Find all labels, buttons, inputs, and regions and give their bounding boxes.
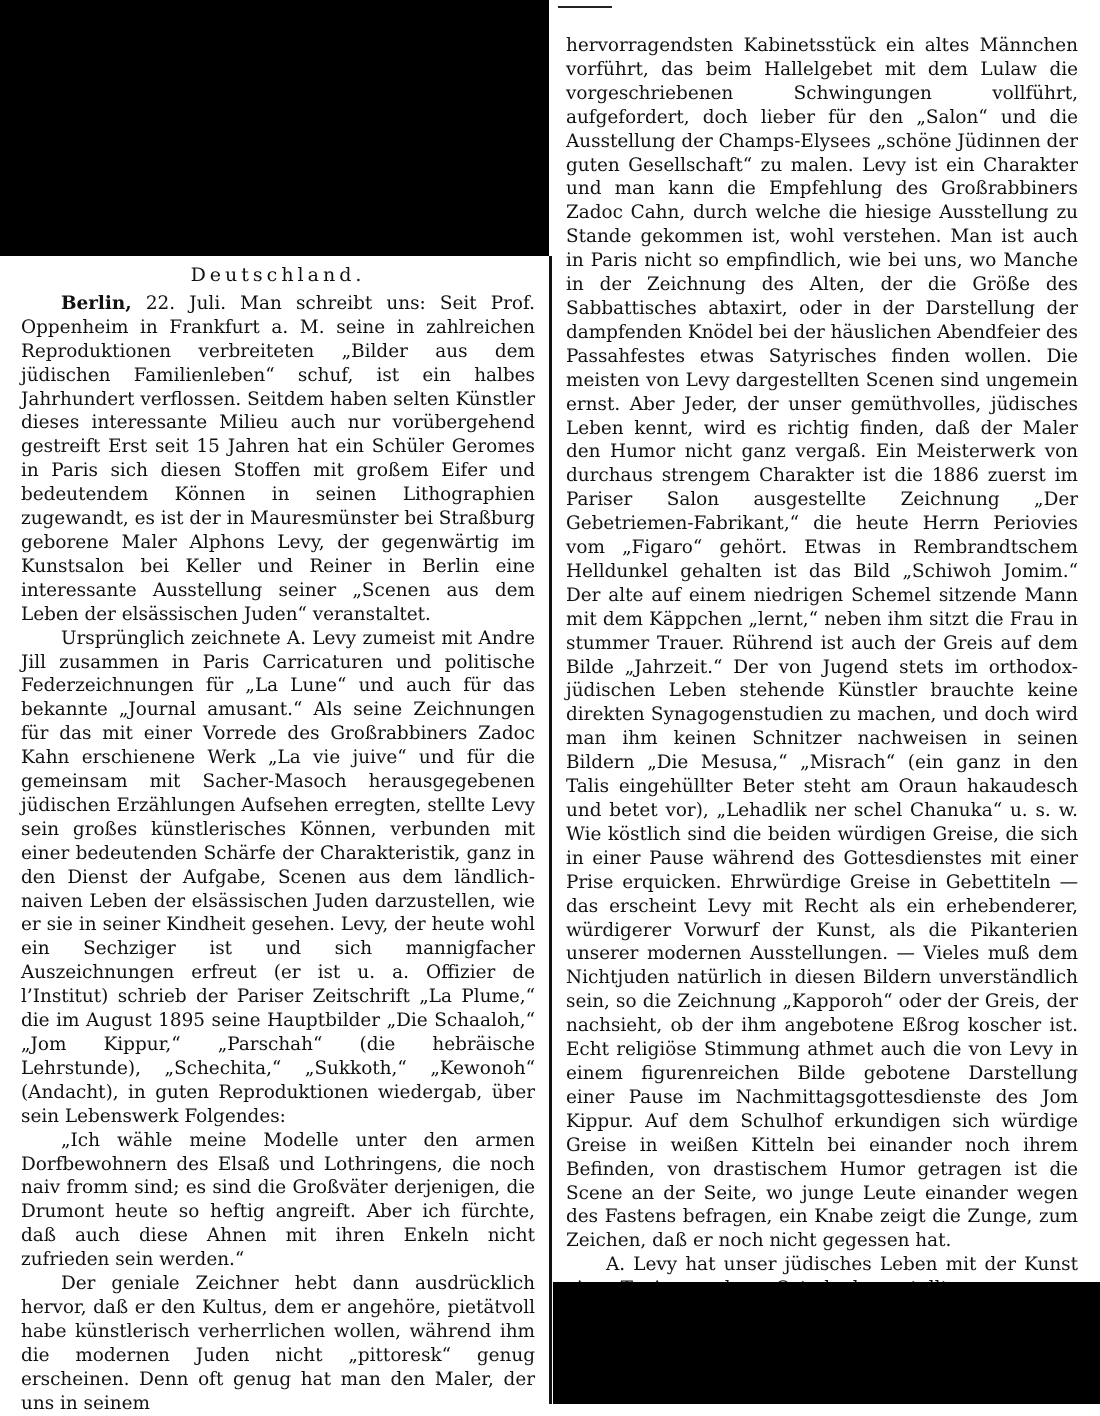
right-column xyxy=(566,34,1078,1301)
dateline-place: Berlin, xyxy=(61,292,132,314)
dateline-date: 22. Juli. xyxy=(131,292,227,314)
redaction-block-bottom-right xyxy=(553,1282,1100,1404)
paragraph-2: Ursprünglich zeichnete A. Levy zumeist mit Andre Jill zusammen in Paris Carricaturen und politische Federzeichnungen für „La Lune“ und auch für das bekannte „Journal amusant.“ Als seine Zeichnungen für das mit einer Vorrede des Großrabbiners Zadoc Kahn erschienene Werk „La vie juive“ und für die gemeinsam mit Sacher-Masoch herausgegebenen jüdischen Erzählungen Aufsehen erregten, stellte Levy sein großes künstlerisches Können, verbunden mit einer bedeutenden Schärfe der Charakteristik, ganz in den Dienst der Aufgabe, Scenen aus dem ländlich-naiven Leben der elsässischen Juden darzustellen, wie er sie in seiner Kindheit gesehen. Levy, der heute wohl ein Sechziger ist und sich mannigfacher Auszeichnungen erfreut (er ist u. a. Offizier de l’Institut) schrieb der Pariser Zeitschrift „La Plume,“ die im August 1895 seine Hauptbilder „Die Schaaloh,“ „Jom Kippur,“ „Parschah“ (die hebräische Lehrstunde), „Schechita,“ „Sukkoth,“ „Kewonoh“ (Andacht), in guten Reproduktionen wiedergab, über sein Lebenswerk Folgendes: xyxy=(21,627,535,1127)
paragraph-1-text: Man schreibt uns: Seit Prof. Oppenheim in Frankfurt a. M. seine in zahlreichen Reproduktionen verbreiteten „Bilder aus dem jüdischen Familienleben“ schuf, ist ein halbes Jahrhundert verflossen. Seitdem haben selten Künstler dieses interessante Milieu auch nur vorübergehend gestreift Erst seit 15 Jahren hat ein Schüler Geromes in Paris sich diesen Stoffen mit großem Eifer und bedeutendem Können in seinen Lithographien zugewandt, es ist der in Mauresmünster bei Straßburg geborene Maler Alphons Levy, der gegenwärtig im Kunstsalon bei Keller und Reiner in Berlin eine interessante Ausstellung seiner „Scenen aus dem Leben der elsässischen Juden“ veranstaltet. xyxy=(21,292,536,625)
paragraph-1 xyxy=(21,292,535,627)
paragraph-4: Der geniale Zeichner hebt dann ausdrücklich hervor, daß er den Kultus, dem er angehöre, pietätvoll habe künstlerisch verherrlichen wollen, während ihm die modernen Juden nicht „pittoresk“ genug erscheinen. Denn oft genug hat man den Maler, der uns in seinem xyxy=(21,1273,535,1414)
column-divider xyxy=(549,256,552,1404)
section-heading: Deutschland. xyxy=(190,264,366,286)
paragraph-3-quote: „Ich wähle meine Modelle unter den armen Dorfbewohnern des Elsaß und Lothringens, die noch naiv fromm sind; es sind die Großväter derjenigen, die Drumont heute so heftig angreift. Aber ich fürchte, daß auch diese Ahnen mit ihren Enkeln nicht zufrieden sein werden.“ xyxy=(21,1129,535,1271)
paragraph-closing: A. Levy hat unser jüdisches Leben mit der Kunst xyxy=(606,1254,1078,1276)
redaction-block-top-left xyxy=(0,0,549,256)
paragraph-continued: hervorragendsten Kabinetsstück ein altes Männchen vorführt, das beim Hallelgebet mit dem Lulaw die vorgeschriebenen Schwingungen vollführt, aufgefordert, doch lieber für den „Salon“ und die Ausstellung der Champs-Elysees „schöne Jüdinnen der guten Gesellschaft“ zu malen. Levy ist ein Charakter und man kann die Empfehlung des Großrabbiners Zadoc Cahn, durch welche die hiesige Ausstellung zu Stande gekommen ist, wohl verstehen. Man ist auch in Paris nicht so empfindlich, wie bei uns, wo Manche in der Zeichnung des Alten, der die Größe des Sabbattisches abtaxirt, oder in der Darstellung der dampfenden Knödel bei der häuslichen Abendfeier des Passahfestes etwas Satyrisches finden wollen. Die meisten von Levy dargestellten Scenen sind ungemein ernst. Aber Jeder, der unser gemüthvolles, jüdisches Leben kennt, wird es richtig finden, daß der Maler den Humor nicht ganz vergaß. Ein Meisterwerk von durchaus strengem Charakter ist die 1886 zuerst im Pariser Salon ausgestellte Zeichnung „Der Gebetriemen-Fabrikant,“ die heute Herrn Periovies vom „Figaro“ gehört. Etwas in Rembrandtschem Helldunkel gehalten ist das Bild „Schiwoh Jomim.“ Der alte auf einem niedrigen Schemel sitzende Mann mit dem Käppchen „lernt,“ neben ihm sitzt die Frau in stummer Trauer. Rührend ist auch der Greis auf dem Bilde „Jahrzeit.“ Der von Jugend stets im orthodox-jüdischen Leben stehende Künstler brauchte keine direkten Synagogenstudien zu machen, und doch wird man ihm keinen Schnitzer nachweisen in seinen Bildern „Die Mesusa,“ „Misrach“ (ein ganz in den Talis eingehüllter Beter steht am Oraun hakaudesch und betet vor), „Lehadlik ner schel Chanuka“ u. s. w. Wie köstlich sind die beiden würdigen Greise, die sich in einer Pause während des Gottesdienstes mit einer Prise erquicken. Ehrwürdige Greise in Gebettiteln — das erscheint Levy mit Recht als ein erhebenderer, würdigerer Vorwurf der Kunst, als die Pikanterien unserer modernen Ausstellungen. — Vieles muß dem Nichtjuden natürlich in diesen Bildern unverständlich sein, so die Zeichnung „Kapporoh“ oder der Greis, der nachsieht, ob der ihm angebotene Eßrog koscher ist. Echt religiöse Stimmung athmet auch die von Levy in einem figurenreichen Bilde gebotene Darstellung einer Pause im Nachmittagsgottesdienste des Jom Kippur. Auf dem Schulhof erkundigen sich würdige Greise in weißen Kitteln bei einander noch ihrem Befinden, von drastischem Humor getragen ist die Scene an der Seite, wo junge Leute einander wegen des Fastens befragen, ein Knabe zeigt die Zunge, zum Zeichen, daß er noch nicht gegessen hat. xyxy=(566,35,1078,1252)
header-rule xyxy=(558,6,612,8)
left-column xyxy=(21,264,535,1416)
